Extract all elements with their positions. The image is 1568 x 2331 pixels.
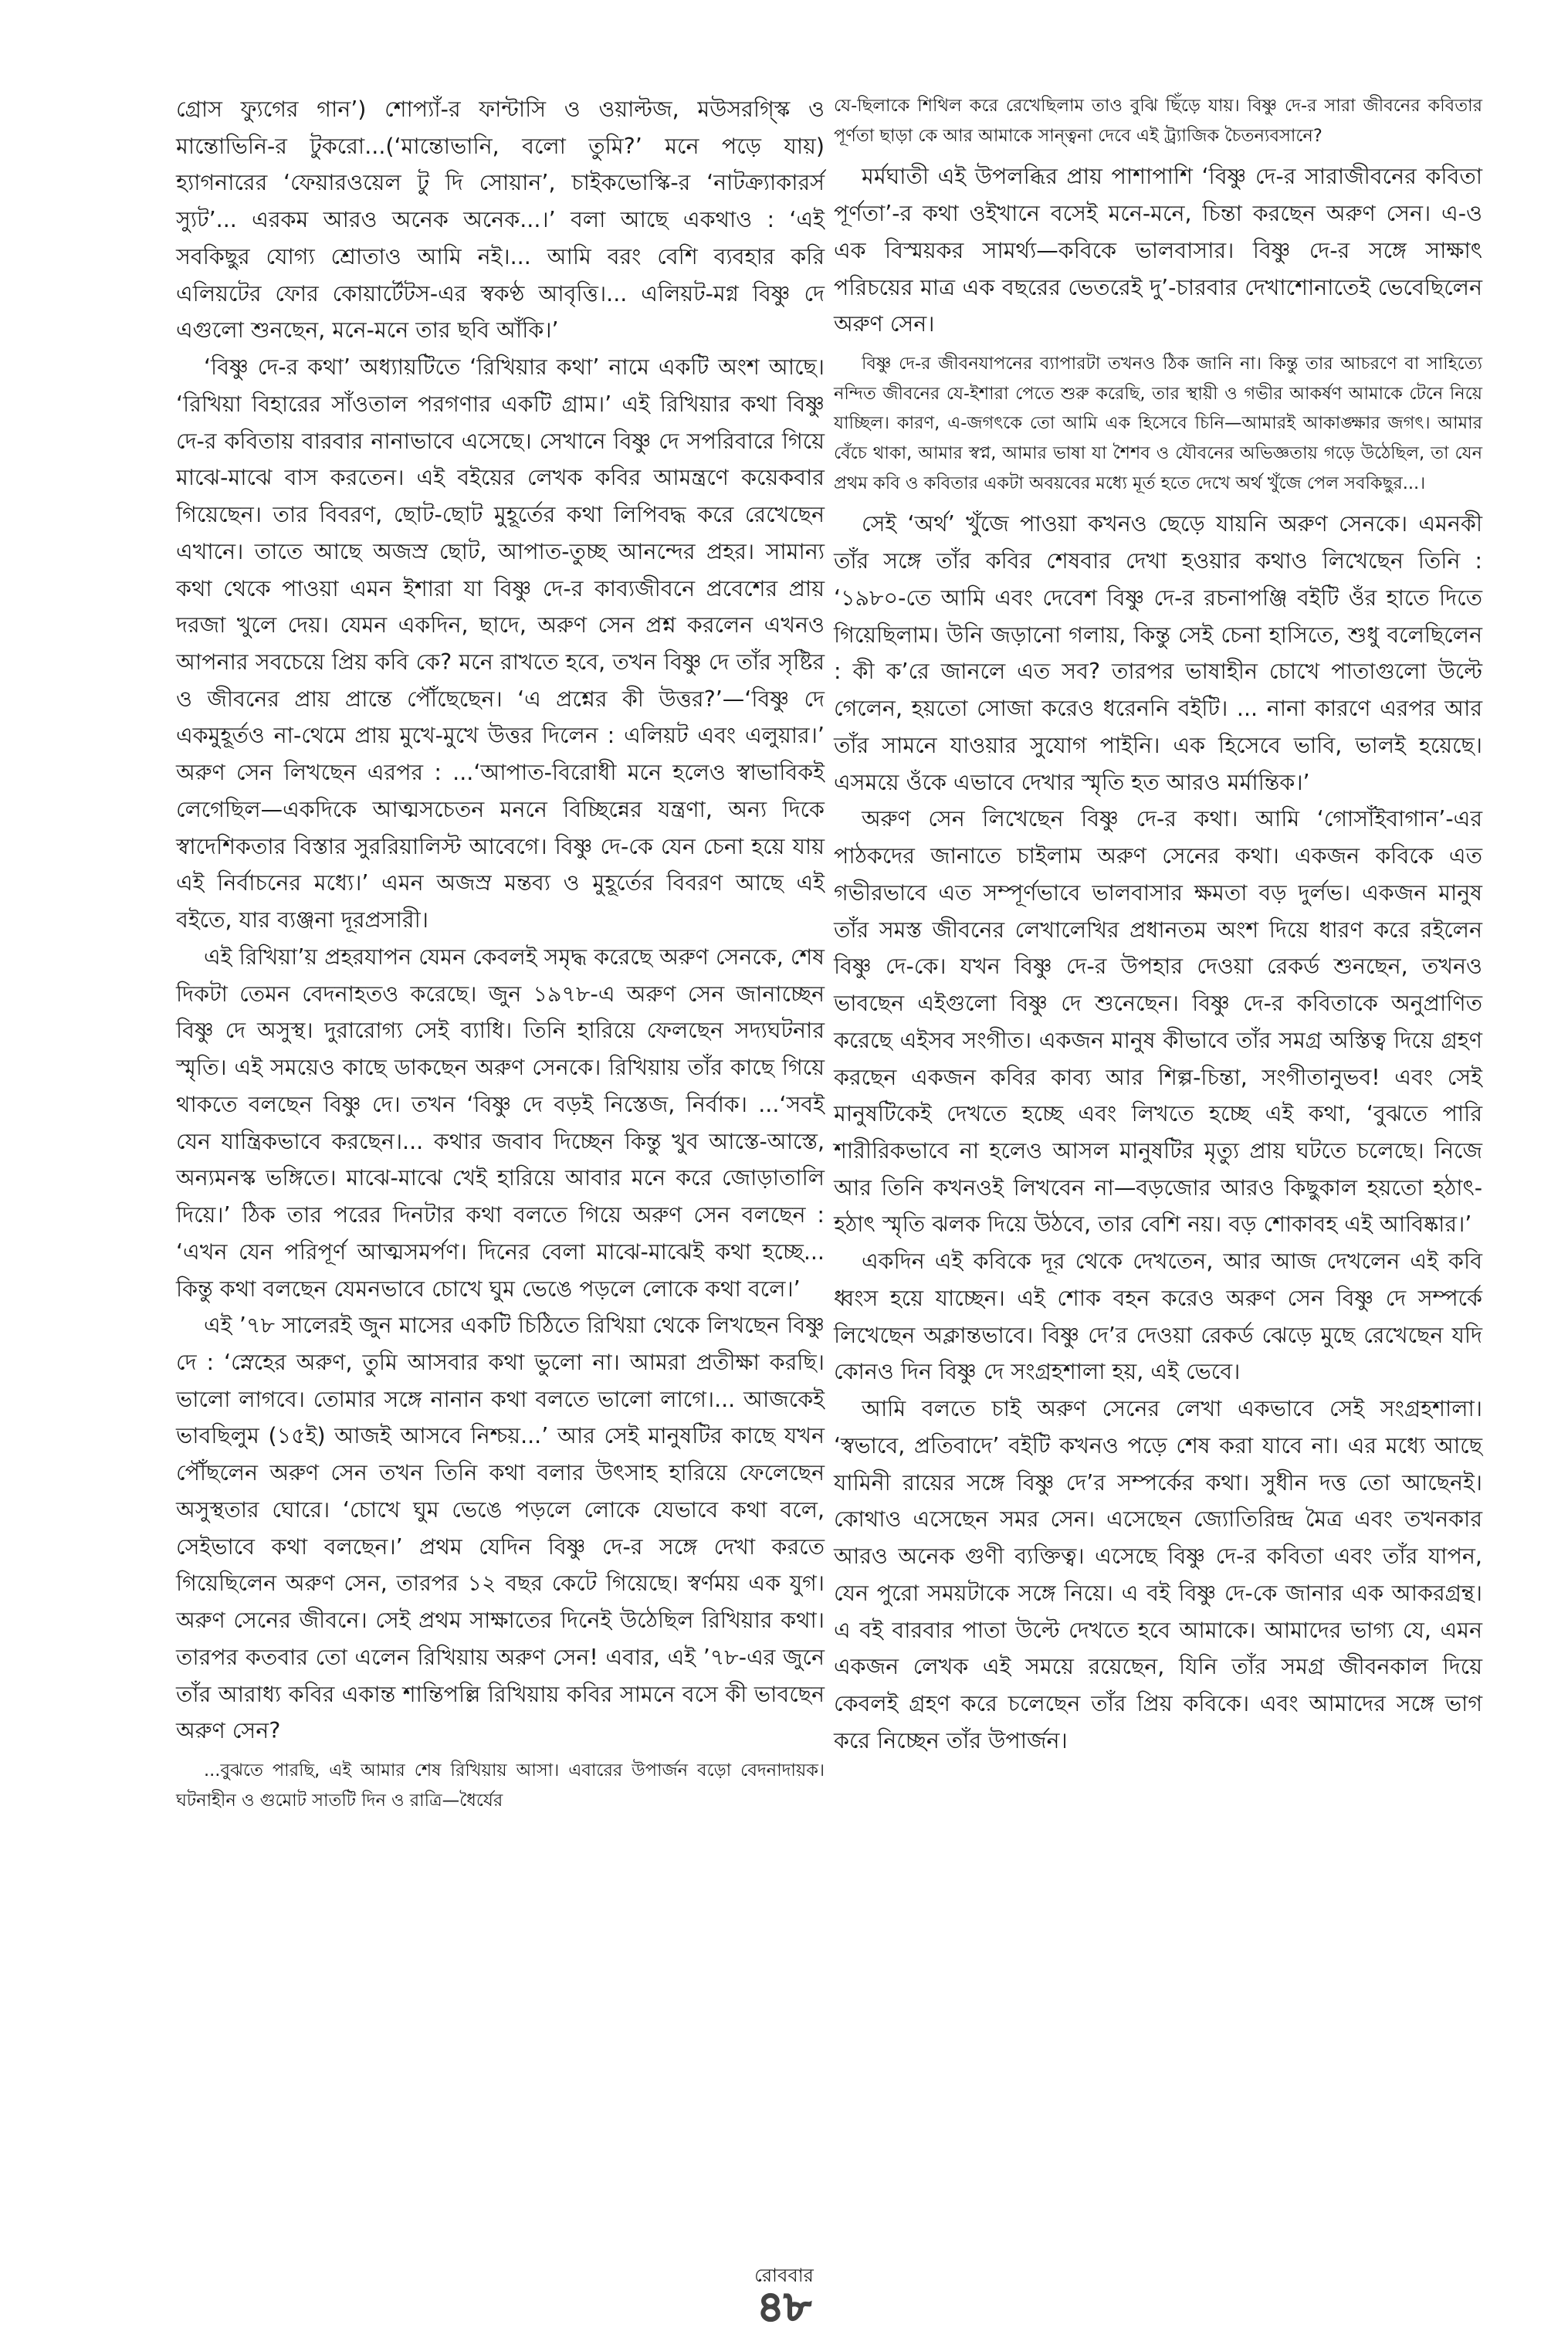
paragraph: এই রিখিয়া’য় প্রহরযাপন যেমন কেবলই সমৃদ্ধ করেছে অরুণ সেনকে, শেষ দিকটা তেমন বেদনাহতও করেছে। জুন ১৯৭৮-এ অরুণ সেন জানাচ্ছেন বিষ্ণু দে অসুস্থ। দুরারোগ্য সেই ব্যাধি। তিনি হারিয়ে ফেলছেন সদ্যঘটনার স্মৃতি। এই সময়েও কাছে ডাকছেন অরুণ সেনকে। রিখিয়ায় তাঁর কাছে গিয়ে থাকতে বলছেন বিষ্ণু দে। তখন ‘বিষ্ণু দে বড়ই নিস্তেজ, নির্বাক। ...‘সবই যেন যান্ত্রিকভাবে করছেন।... কথার জবাব দিচ্ছেন কিন্তু খুব আস্তে-আস্তে, অন্যমনস্ক ভঙ্গিতে। মাঝে-মাঝে খেই হারিয়ে আবার মনে করে জোড়াতালি দিয়ে।’ ঠিক তার পরের দিনটার কথা বলতে গিয়ে অরুণ সেন বলছেন : ‘এখন যেন পরিপূর্ণ আত্মসমর্পণ। দিনের বেলা মাঝে-মাঝেই কথা হচ্ছে... কিন্তু কথা বলছেন যেমনভাবে চোখে ঘুম ভেঙে পড়লে লোকে কথা বলে।’ bbox=[176, 944, 825, 1302]
block-quote: ...বুঝতে পারছি, এই আমার শেষ রিখিয়ায় আসা। এবারের উপার্জন বড়ো বেদনাদায়ক। ঘটনাহীন ও গুমোট সাতটি দিন ও রাত্রি—ধৈর্যের bbox=[176, 1760, 825, 1811]
page-footer bbox=[0, 2265, 1568, 2331]
paragraph: আমি বলতে চাই অরুণ সেনের লেখা একভাবে সেই সংগ্রহশালা। ‘স্বভাবে, প্রতিবাদে’ বইটি কখনও পড়ে শেষ করা যাবে না। এর মধ্যে আছে যামিনী রায়ের সঙ্গে বিষ্ণু দে’র সম্পর্কের কথা। সুধীন দত্ত তো আছেনই। কোথাও এসেছেন সমর সেন। এসেছেন জ্যোতিরিন্দ্র মৈত্র এবং তখনকার আরও অনেক গুণী ব্যক্তিত্ব। এসেছে বিষ্ণু দে-র কবিতা এবং তাঁর যাপন, যেন পুরো সময়টাকে সঙ্গে নিয়ে। এ বই বিষ্ণু দে-কে জানার এক আকরগ্রন্থ। এ বই বারবার পাতা উল্টে দেখতে হবে আমাকে। আমাদের ভাগ্য যে, এমন একজন লেখক এই সময়ে রয়েছেন, যিনি তাঁর সমগ্র জীবনকাল দিয়ে কেবলই গ্রহণ করে চলেছেন তাঁর প্রিয় কবিকে। এবং আমাদের সঙ্গে ভাগ করে নিচ্ছেন তাঁর উপার্জন। bbox=[834, 1396, 1482, 1753]
paragraph: অরুণ সেন লিখেছেন বিষ্ণু দে-র কথা। আমি ‘গোসাঁইবাগান’-এর পাঠকদের জানাতে চাইলাম অরুণ সেনের কথা। একজন কবিকে এত গভীরভাবে এত সম্পূর্ণভাবে ভালবাসার ক্ষমতা বড় দুর্লভ। একজন মানুষ তাঁর সমস্ত জীবনের লেখালেখির প্রধানতম অংশ দিয়ে ধারণ করে রইলেন বিষ্ণু দে-কে। যখন বিষ্ণু দে-র উপহার দেওয়া রেকর্ড শুনছেন, তখনও ভাবছেন এইগুলো বিষ্ণু দে শুনেছেন। বিষ্ণু দে-র কবিতাকে অনুপ্রাণিত করেছে এইসব সংগীত। একজন মানুষ কীভাবে তাঁর সমগ্র অস্তিত্ব দিয়ে গ্রহণ করছেন একজন কবির কাব্য আর শিল্প-চিন্তা, সংগীতানুভব! এবং সেই মানুষটিকেই দেখতে হচ্ছে এবং লিখতে হচ্ছে এই কথা, ‘বুঝতে পারি শারীরিকভাবে না হলেও আসল মানুষটির মৃত্যু প্রায় ঘটতে চলেছে। নিজে আর তিনি কখনওই লিখবেন না—বড়জোর আরও কিছুকাল হয়তো হঠাৎ-হঠাৎ স্মৃতি ঝলক দিয়ে উঠবে, তার বেশি নয়। বড় শোকাবহ এই আবিষ্কার।’ bbox=[834, 806, 1482, 1238]
paragraph: গ্রোস ফ্যুগের গান’) শোপ্যাঁ-র ফান্টাসি ও ওয়াল্টজ, মউসরগ্স্কি ও মান্তোভিনি-র টুকরো...(‘মান্তোভানি, বলো তুমি?’ মনে পড়ে যায়) হ্যাগনারের ‘ফেয়ারওয়েল টু দি সোয়ান’, চাইকভোস্কি-র ‘নাটক্র্যাকারর্স স্যুট’... এরকম আরও অনেক অনেক...।’ বলা আছে একথাও : ‘এই সবকিছুর যোগ্য শ্রোতাও আমি নই।... আমি বরং বেশি ব্যবহার করি এলিয়টের ফোর কোয়ার্টেটস-এর স্বকণ্ঠ আবৃত্তি।... এলিয়ট-মগ্ন বিষ্ণু দে এগুলো শুনছেন, মনে-মনে তার ছবি আঁকি।’ bbox=[176, 97, 825, 344]
left-column bbox=[176, 91, 825, 1823]
magazine-name: রোববার bbox=[754, 2265, 814, 2286]
paragraph: ‘বিষ্ণু দে-র কথা’ অধ্যায়টিতে ‘রিখিয়ার কথা’ নামে একটি অংশ আছে। ‘রিখিয়া বিহারের সাঁওতাল পরগণার একটি গ্রাম।’ এই রিখিয়ার কথা বিষ্ণু দে-র কবিতায় বারবার নানাভাবে এসেছে। সেখানে বিষ্ণু দে সপরিবারে গিয়ে মাঝে-মাঝে বাস করতেন। এই বইয়ের লেখক কবির আমন্ত্রণে কয়েকবার গিয়েছেন। তার বিবরণ, ছোট-ছোট মুহূর্তের কথা লিপিবদ্ধ করে রেখেছেন এখানে। তাতে আছে অজস্র ছোট, আপাত-তুচ্ছ আনন্দের প্রহর। সামান্য কথা থেকে পাওয়া এমন ইশারা যা বিষ্ণু দে-র কাব্যজীবনে প্রবেশের প্রায় দরজা খুলে দেয়। যেমন একদিন, ছাদে, অরুণ সেন প্রশ্ন করলেন এখনও আপনার সবচেয়ে প্রিয় কবি কে? মনে রাখতে হবে, তখন বিষ্ণু দে তাঁর সৃষ্টির ও জীবনের প্রায় প্রান্তে পৌঁছেছেন। ‘এ প্রশ্নের কী উত্তর?’—‘বিষ্ণু দে একমুহূর্তও না-থেমে প্রায় মুখে-মুখে উত্তর দিলেন : এলিয়ট এবং এলুয়ার।’ অরুণ সেন লিখছেন এরপর : ...‘আপাত-বিরোধী মনে হলেও স্বাভাবিকই লেগেছিল—একদিকে আত্মসচেতন মননে বিচ্ছিন্নের যন্ত্রণা, অন্য দিকে স্বাদেশিকতার বিস্তার সুররিয়ালিস্ট আবেগে। বিষ্ণু দে-কে যেন চেনা হয়ে যায় এই নির্বাচনের মধ্যে।’ এমন অজস্র মন্তব্য ও মুহূর্তের বিবরণ আছে এই বইতে, যার ব্যঞ্জনা দূরপ্রসারী। bbox=[176, 354, 825, 933]
page-number: ৪৮ bbox=[757, 2282, 811, 2331]
paragraph: এই ’৭৮ সালেরই জুন মাসের একটি চিঠিতে রিখিয়া থেকে লিখছেন বিষ্ণু দে : ‘স্নেহের অরুণ, তুমি আসবার কথা ভুলো না। আমরা প্রতীক্ষা করছি। ভালো লাগবে। তোমার সঙ্গে নানান কথা বলতে ভালো লাগে।... আজকেই ভাবছিলুম (১৫ই) আজই আসবে নিশ্চয়...’ আর সেই মানুষটির কাছে যখন পৌঁছলেন অরুণ সেন তখন তিনি কথা বলার উৎসাহ হারিয়ে ফেলেছেন অসুস্থতার ঘোরে। ‘চোখে ঘুম ভেঙে পড়লে লোকে যেভাবে কথা বলে, সেইভাবে কথা বলছেন।’ প্রথম যেদিন বিষ্ণু দে-র সঙ্গে দেখা করতে গিয়েছিলেন অরুণ সেন, তারপর ১২ বছর কেটে গিয়েছে। স্বর্ণময় এক যুগ। অরুণ সেনের জীবনে। সেই প্রথম সাক্ষাতের দিনেই উঠেছিল রিখিয়ার কথা। তারপর কতবার তো এলেন রিখিয়ায় অরুণ সেন! এবার, এই ’৭৮-এর জুনে তাঁর আরাধ্য কবির একান্ত শান্তিপল্লি রিখিয়ায় কবির সামনে বসে কী ভাবছেন অরুণ সেন? bbox=[176, 1313, 825, 1744]
paragraph: সেই ‘অর্থ’ খুঁজে পাওয়া কখনও ছেড়ে যায়নি অরুণ সেনকে। এমনকী তাঁর সঙ্গে তাঁর কবির শেষবার দেখা হওয়ার কথাও লিখেছেন তিনি : ‘১৯৮০-তে আমি এবং দেবেশ বিষ্ণু দে-র রচনাপঞ্জি বইটি ওঁর হাতে দিতে গিয়েছিলাম। উনি জড়ানো গলায়, কিন্তু সেই চেনা হাসিতে, শুধু বলেছিলেন : কী ক’রে জানলে এত সব? তারপর ভাষাহীন চোখে পাতাগুলো উল্টে গেলেন, হয়তো সোজা করেও ধরেননি বইটি। ... নানা কারণে এরপর আর তাঁর সামনে যাওয়ার সুযোগ পাইনি। এক হিসেবে ভাবি, ভালই হয়েছে। এসময়ে ওঁকে এভাবে দেখার স্মৃতি হত আরও মর্মান্তিক।’ bbox=[834, 511, 1482, 795]
right-column bbox=[834, 91, 1482, 1759]
block-quote: বিষ্ণু দে-র জীবনযাপনের ব্যাপারটা তখনও ঠিক জানি না। কিন্তু তার আচরণে বা সাহিত্যে নন্দিত জীবনের যে-ইশারা পেতে শুরু করেছি, তার স্থায়ী ও গভীর আকর্ষণ আমাকে টেনে নিয়ে যাচ্ছিল। কারণ, এ-জগৎকে তো আমি এক হিসেবে চিনি—আমারই আকাঙ্ক্ষার জগৎ। আমার বেঁচে থাকা, আমার স্বপ্ন, আমার ভাষা যা শৈশব ও যৌবনের অভিজ্ঞতায় গড়ে উঠেছিল, তা যেন প্রথম কবি ও কবিতার একটা অবয়বের মধ্যে মূর্ত হতে দেখে অর্থ খুঁজে পেল সবকিছুর...। bbox=[834, 354, 1482, 493]
paragraph: মর্মঘাতী এই উপলব্ধির প্রায় পাশাপাশি ‘বিষ্ণু দে-র সারাজীবনের কবিতা পূর্ণতা’-র কথা ওইখানে বসেই মনে-মনে, চিন্তা করছেন অরুণ সেন। এ-ও এক বিস্ময়কর সামর্থ্য—কবিকে ভালবাসার। বিষ্ণু দে-র সঙ্গে সাক্ষাৎ পরিচয়ের মাত্র এক বছরের ভেতরেই দু’-চারবার দেখাশোনাতেই ভেবেছিলেন অরুণ সেন। bbox=[834, 164, 1482, 337]
block-quote-continuation: যে-ছিলাকে শিথিল করে রেখেছিলাম তাও বুঝি ছিঁড়ে যায়। বিষ্ণু দে-র সারা জীবনের কবিতার পূর্ণতা ছাড়া কে আর আমাকে সান্ত্বনা দেবে এই ট্র্যাজিক চৈতন্যবসানে? bbox=[834, 96, 1482, 146]
paragraph: একদিন এই কবিকে দূর থেকে দেখতেন, আর আজ দেখলেন এই কবি ধ্বংস হয়ে যাচ্ছেন। এই শোক বহন করেও অরুণ সেন বিষ্ণু দে সম্পর্কে লিখেছেন অক্লান্তভাবে। বিষ্ণু দে’র দেওয়া রেকর্ড ঝেড়ে মুছে রেখেছেন যদি কোনও দিন বিষ্ণু দে সংগ্রহশালা হয়, এই ভেবে। bbox=[834, 1249, 1482, 1385]
